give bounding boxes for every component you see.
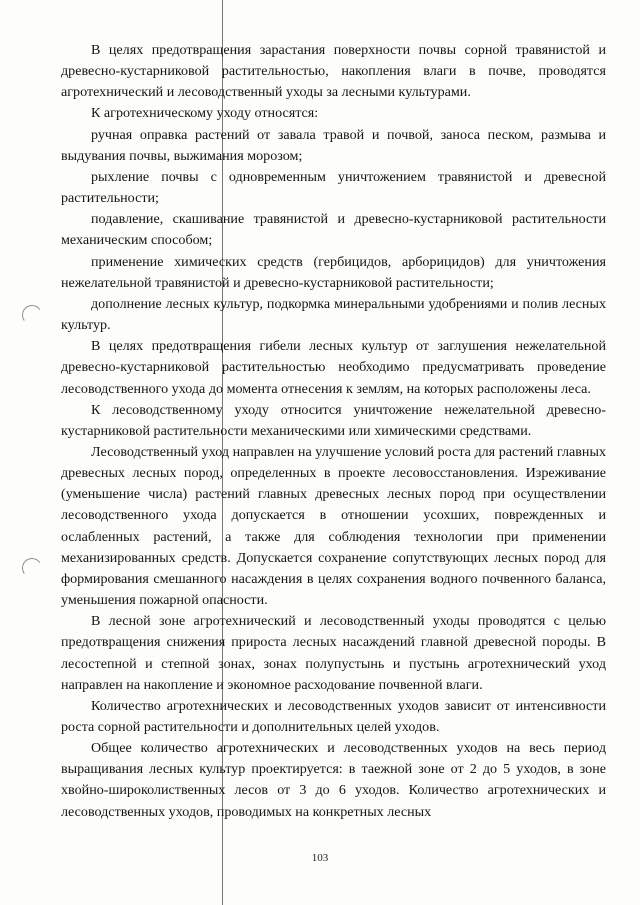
- paragraph: В целях предотвращения гибели лесных культур от заглушения нежелательной древесно-кустарниковой растительностью необходимо предусматривать проведение лесоводственного ухода до момента отнесения к землям, на которых расположены леса.: [61, 338, 606, 397]
- paragraph: применение химических средств (гербицидов, арборицидов) для уничтожения нежелательной травянистой и древесно-кустарниковой растительности;: [61, 253, 606, 291]
- paragraph: В лесной зоне агротехнический и лесоводственный уходы проводятся с целью предотвращения снижения прироста лесных насаждений главной древесной породы. В лесостепной и степной зонах, зонах полупустынь и пустынь агротехнический уход направлен на накопление и экономное расходование почвенной влаги.: [61, 613, 606, 693]
- paragraph: Количество агротехнических и лесоводственных уходов зависит от интенсивности роста сорной растительности и дополнительных целей уходов.: [61, 697, 606, 735]
- paragraph: Лесоводственный уход направлен на улучшение условий роста для растений главных древесных лесных пород, определенных в проекте лесовосстановления. Изреживание (уменьшение числа) растений главных древесных лесных пород при осуществлении лесоводственного ухода допускается в отношении усохших, поврежденных и ослабленных растений, а также для соблюдения технологии при применении механизированных средств. Допускается сохранение сопутствующих лесных пород для формирования смешанного насаждения в целях сохранения водного почвенного баланса, уменьшения пожарной опасности.: [61, 443, 606, 609]
- paragraph: Общее количество агротехнических и лесоводственных уходов на весь период выращивания лесных культур проектируется: в таежной зоне от 2 до 5 уходов, в зоне хвойно-широколиственных лесов от 3 до 6 уходов. Количество агротехнических и лесоводственных уходов, проводимых на конкретных лесных: [61, 740, 606, 820]
- paragraph: К лесоводственному уходу относится уничтожение нежелательной древесно-кустарниковой растительности механическими или химическими средствами.: [61, 401, 606, 439]
- paragraph: рыхление почвы с одновременным уничтожением травянистой и древесной растительности;: [61, 168, 606, 207]
- body-text: [61, 40, 606, 823]
- paragraph: дополнение лесных культур, подкормка минеральными удобрениями и полив лесных культур.: [61, 295, 606, 334]
- binder-hole-mark: [20, 556, 43, 579]
- binder-hole-mark: [20, 303, 43, 326]
- page-number: 103: [311, 852, 329, 864]
- paragraph: В целях предотвращения зарастания поверхности почвы сорной травянистой и древесно-кустарниковой растительностью, накопления влаги в почве, проводятся агротехнический и лесоводственный уходы за лесными культурами.: [61, 42, 606, 101]
- paragraph: К агротехническому уходу относятся:: [91, 105, 319, 122]
- paragraph: ручная оправка растений от завала травой и почвой, заноса песком, размыва и выдувания почвы, выжимания морозом;: [61, 126, 606, 164]
- paragraph: подавление, скашивание травянистой и древесно-кустарниковой растительности механическим способом;: [61, 211, 606, 249]
